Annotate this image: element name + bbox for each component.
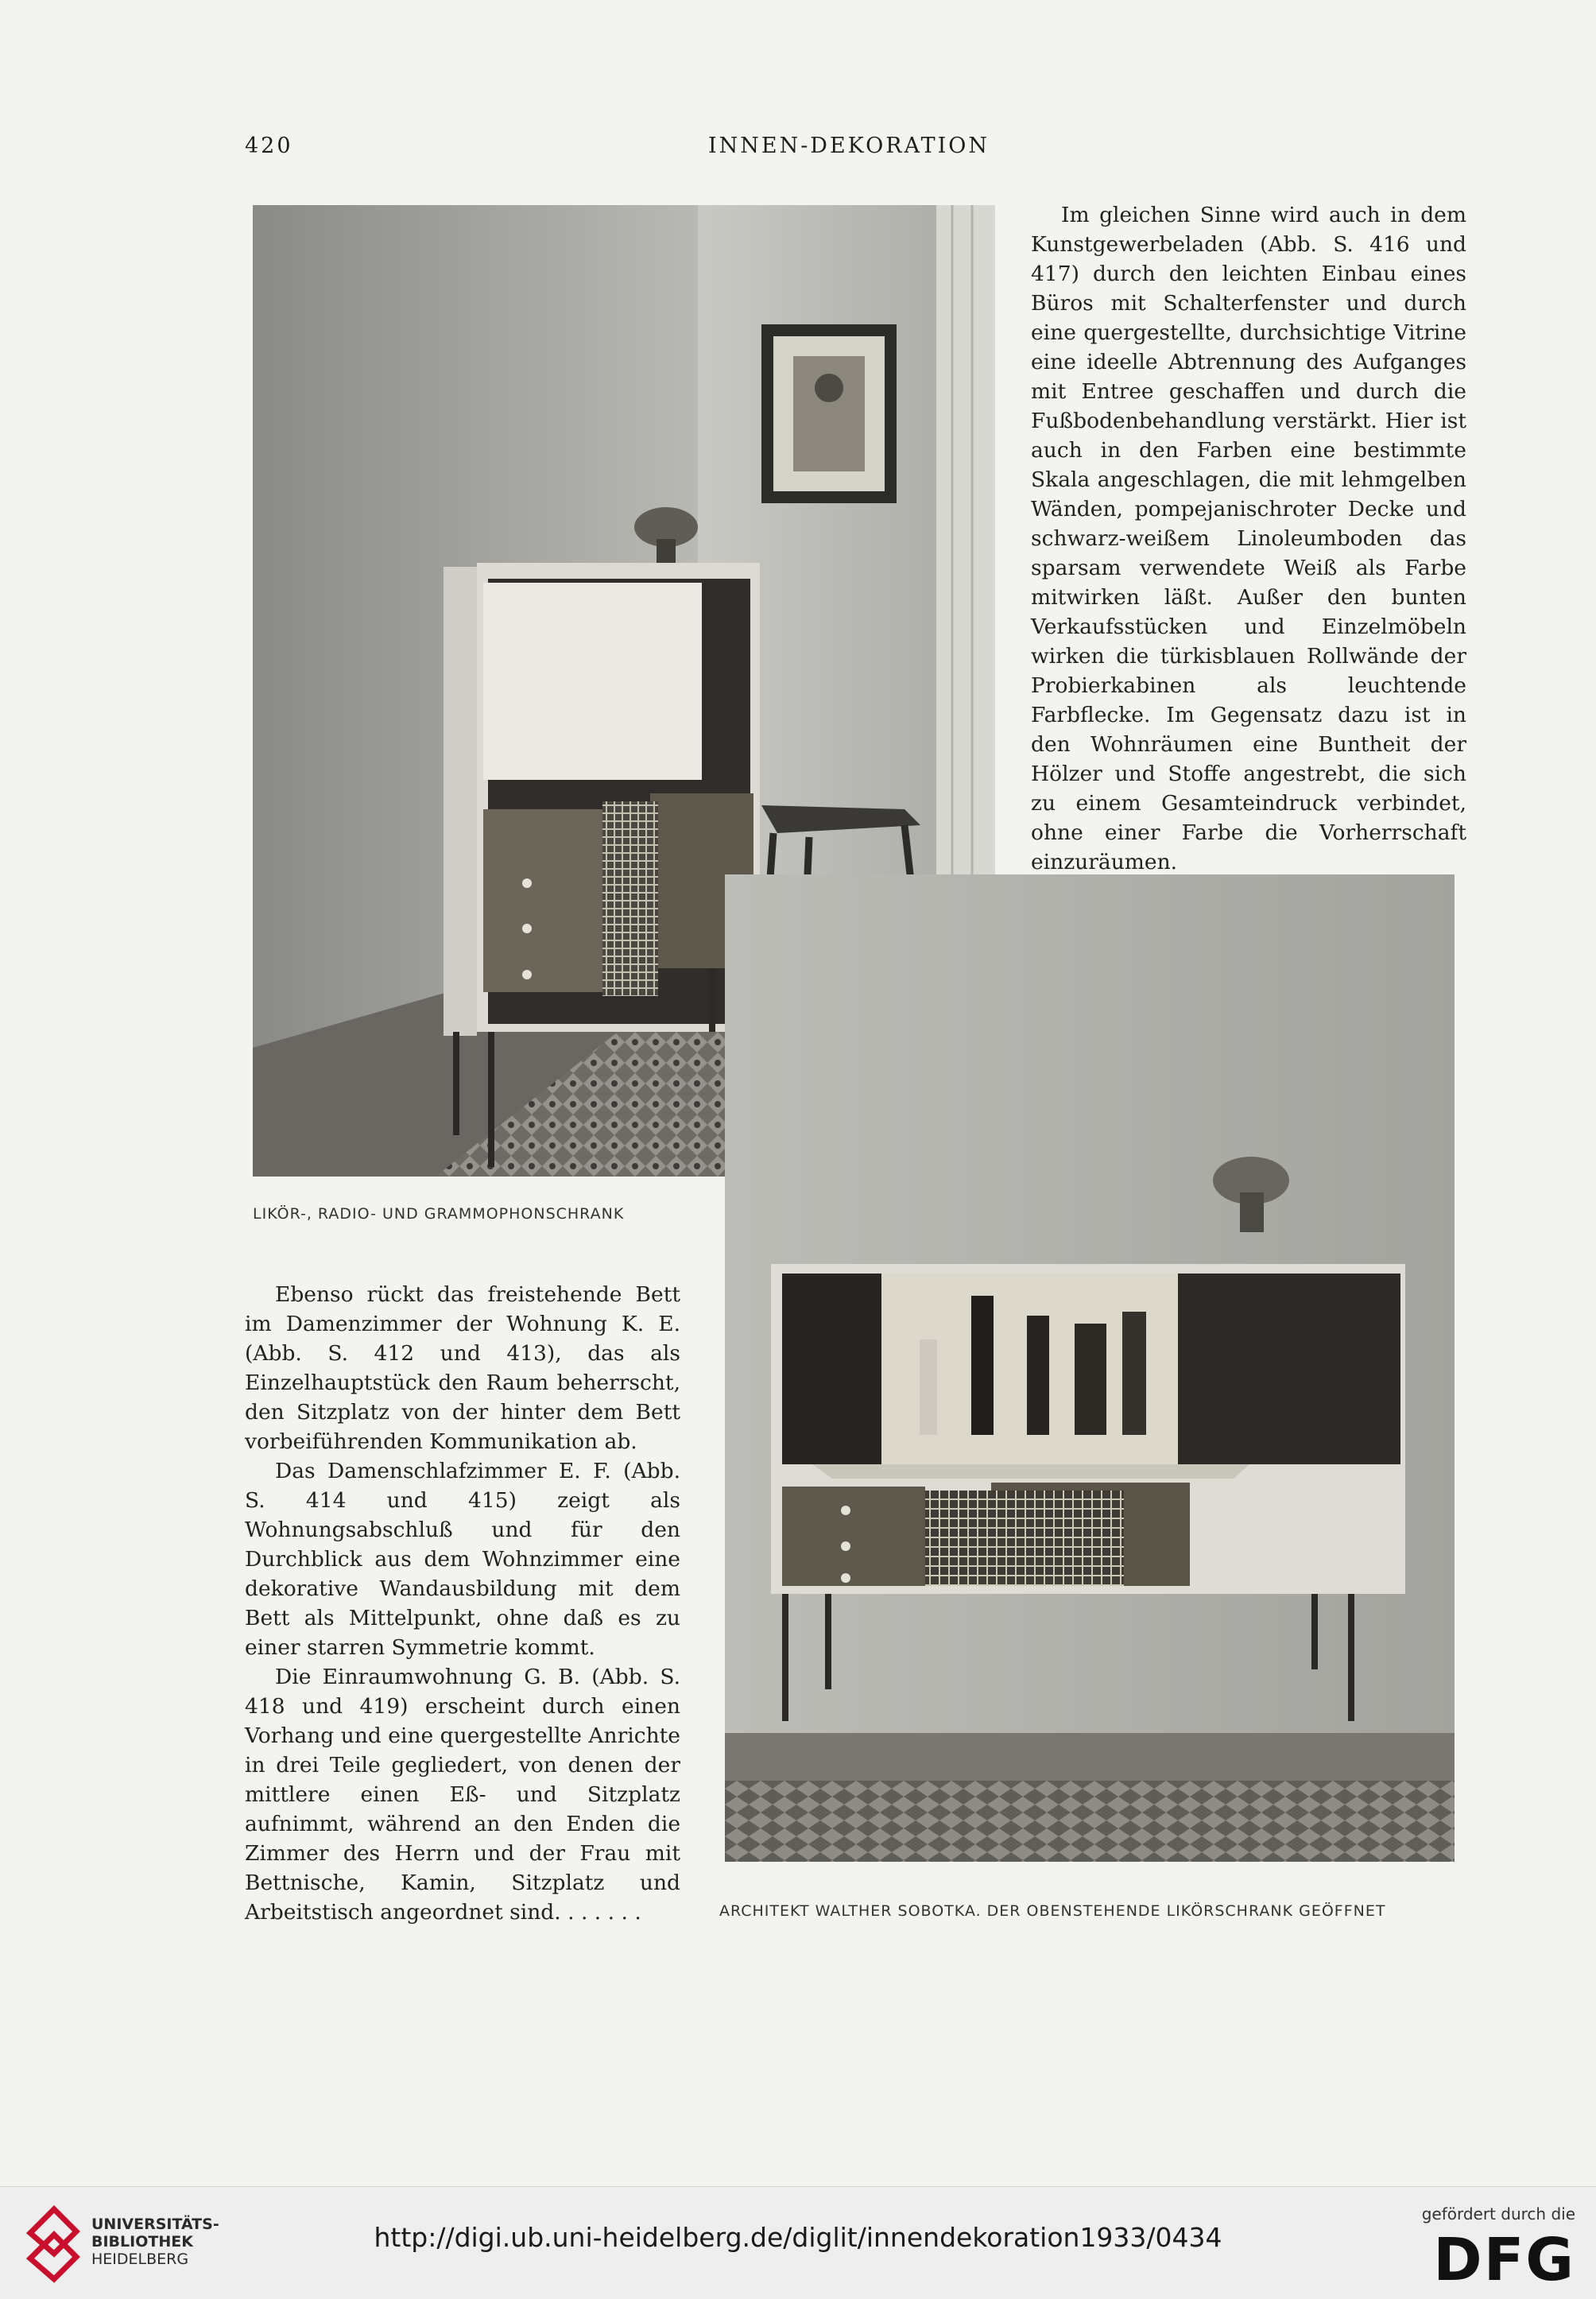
dfg-logo: DFG (1433, 2226, 1575, 2294)
library-line: BIBLIOTHEK (91, 2233, 193, 2251)
page-header (245, 134, 1453, 165)
paragraph: Ebenso rückt das freistehende Bett im Damenzimmer der Wohnung K. E. (Abb. S. 412 und 413), das als Einzelhauptstück den Raum beherrscht, den Sitzplatz von der hinter dem Bett vorbeiführenden Kommunikation ab. (245, 1282, 680, 1454)
body-text-right (1031, 200, 1466, 877)
funding-note: gefördert durch die (1421, 2204, 1575, 2223)
page-number: 420 (245, 134, 293, 158)
photo-cabinet-open (725, 874, 1455, 1862)
paragraph: Die Einraumwohnung G. B. (Abb. S. 418 und 419) erscheint durch einen Vorhang und eine quergestellte Anrichte in drei Teile gegliedert, von denen der mittlere einen Eß- und Sitzplatz aufnimmt, während an den Enden die Zimmer des Herrn und der Frau mit Bettnische, Kamin, Sitzplatz und Arbeitstisch angeordnet sind. . . . . . . (245, 1665, 680, 1925)
permalink-url[interactable]: http://digi.ub.uni-heidelberg.de/diglit/innendekoration1933/0434 (374, 2222, 1222, 2253)
paragraph: Das Damenschlafzimmer E. F. (Abb. S. 414 und 415) zeigt als Wohnungsabschluß und für den Durchblick aus dem Wohnzimmer eine dekorative Wandausbildung mit dem Bett als Mittelpunkt, ohne daß es zu einer starren Symmetrie kommt. (245, 1459, 680, 1660)
paragraph: Im gleichen Sinne wird auch in dem Kunstgewerbeladen (Abb. S. 416 und 417) durch den leichten Einbau eines Büros mit Schalterfenster und durch eine quergestellte, durchsichtige Vitrine eine ideelle Abtrennung des Aufganges mit Entree geschaffen und durch die Fußbodenbehandlung verstärkt. Hier ist auch in den Farben eine bestimmte Skala angeschlagen, die mit lehmgelben Wänden, pompejanischroter Decke und schwarz-weißem Linoleumboden das sparsam verwendete Weiß als Farbe mitwirken läßt. Außer den bunten Verkaufsstücken und Einzelmöbeln wirken die türkisblauen Rollwände der Probierkabinen als leuchtende Farbflecke. Im Gegensatz dazu ist in den Wohnräumen eine Buntheit der Hölzer und Stoffe angestrebt, die sich zu einem Gesamteindruck verbindet, ohne einer Farbe die Vorherrschaft einzuräumen. (1031, 203, 1466, 874)
library-footer (0, 2186, 1596, 2299)
caption-photo-bottom: ARCHITEKT WALTHER SOBOTKA. DER OBENSTEHENDE LIKÖRSCHRANK GEÖFFNET (719, 1902, 1386, 1920)
body-text-left (245, 1280, 680, 1927)
library-line: HEIDELBERG (91, 2251, 189, 2268)
library-line: UNIVERSITÄTS- (91, 2216, 219, 2233)
running-title: INNEN-DEKORATION (707, 134, 990, 158)
caption-photo-top: LIKÖR-, RADIO- UND GRAMMOPHONSCHRANK (253, 1205, 625, 1223)
